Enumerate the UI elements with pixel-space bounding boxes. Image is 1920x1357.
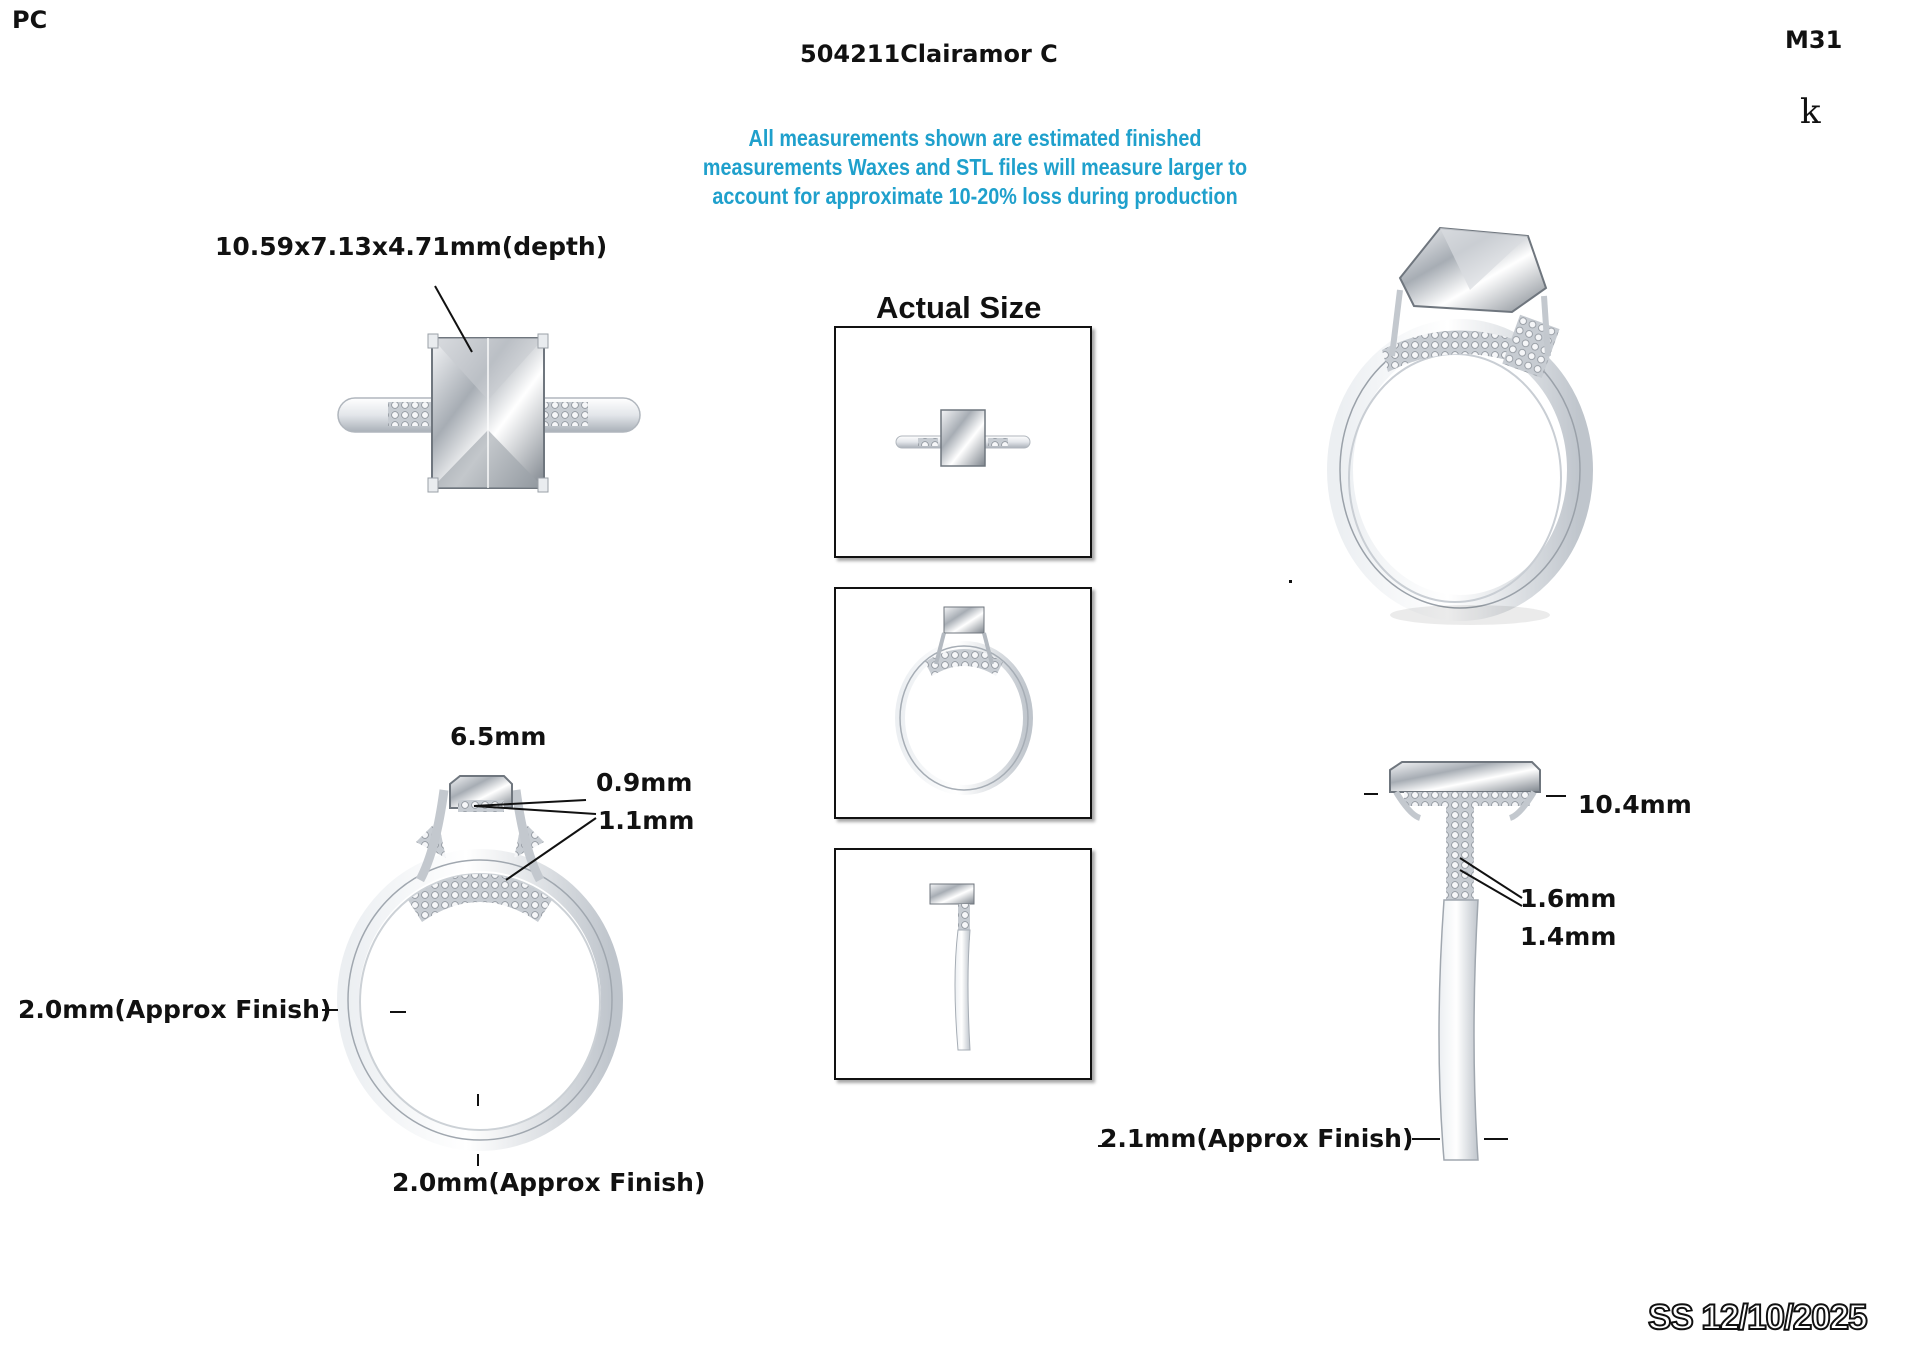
date-stamp: SS 12/10/2025 [1648,1298,1867,1337]
perspective-ring [1289,228,1580,625]
top-view-ring [338,286,640,492]
stone-dimensions-label: 10.59x7.13x4.71mm(depth) [215,232,608,261]
side-view-ring [1098,762,1566,1160]
front-view-ring [322,776,612,1166]
front-dim-b-label: 1.1mm [598,806,695,835]
head-width-label: 6.5mm [450,722,547,751]
notice-line-2: measurements Waxes and STL files will measure larger to [702,154,1248,180]
actual-size-front-view [834,587,1092,819]
side-dim-b-label: 1.4mm [1520,922,1617,951]
head-length-label: 10.4mm [1578,790,1692,819]
notice-line-1: All measurements shown are estimated finished [748,125,1202,151]
actual-size-side-view [834,848,1092,1080]
actual-size-top-view [834,326,1092,558]
front-dim-a-label: 0.9mm [596,768,693,797]
right-mark: k [1800,92,1821,132]
page-title: 504211Clairamor C [800,40,1058,68]
right-code: M31 [1785,26,1843,54]
notice-line-3: account for approximate 10-20% loss during production [712,183,1238,209]
side-shank-width-label: 2.1mm(Approx Finish) [1100,1124,1414,1153]
shank-side-width-label: 2.0mm(Approx Finish) [18,995,332,1024]
side-dim-a-label: 1.6mm [1520,884,1617,913]
left-code: PC [12,6,48,34]
actual-size-title: Actual Size [876,290,1042,325]
shank-bottom-width-label: 2.0mm(Approx Finish) [392,1168,706,1197]
